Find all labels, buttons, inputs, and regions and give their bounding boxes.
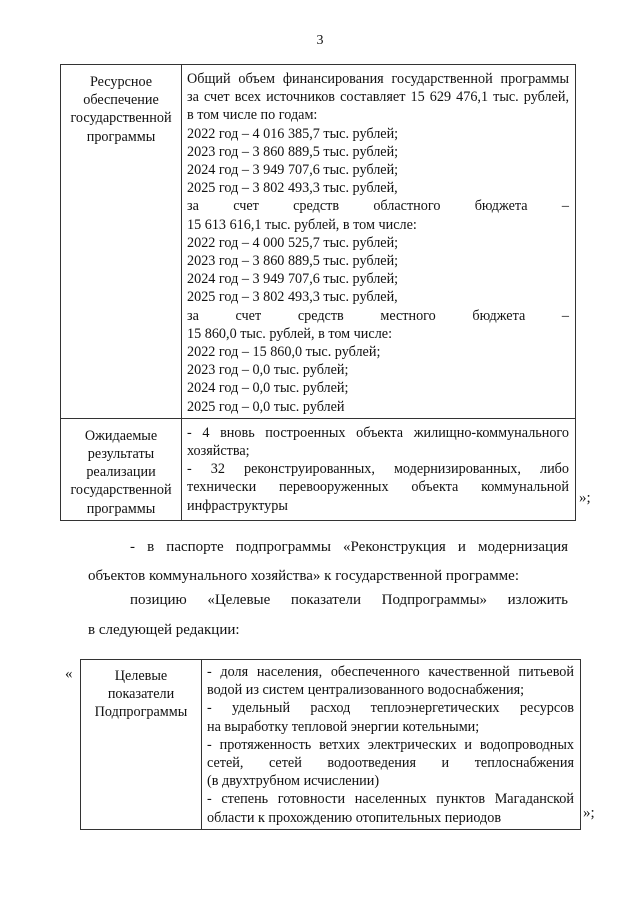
results-line: - 4 вновь построенных объекта жилищно-коммунального [187,424,569,441]
resource-line: 2023 год – 3 860 889,5 тыс. рублей; [187,143,399,160]
resource-line: 2025 год – 0,0 тыс. рублей [187,398,345,415]
target-label-line: Целевые [114,668,168,684]
target-line: (в двухтрубном исчислении) [207,773,380,790]
resource-label-cell [61,65,182,419]
target-indicators-label-cell [81,660,202,830]
resource-line: 2024 год – 3 949 707,6 тыс. рублей; [187,162,399,179]
resource-label-line: обеспечение [83,92,159,109]
paragraph-line: в следующей редакции: [88,622,240,638]
results-content-cell [182,418,576,520]
resource-line: 2023 год – 3 860 889,5 тыс. рублей; [187,253,399,270]
results-line: технически перевооруженных объекта коммунальной [187,479,569,496]
resource-line: 2025 год – 3 802 493,3 тыс. рублей, [187,289,398,306]
resource-content-cell [182,65,576,419]
page-number: 3 [316,33,324,48]
target-line: области к прохождению отопительных периодов [207,809,502,826]
target-line: на выработку тепловой энергии котельными; [207,718,480,735]
closing-quote: »; [579,490,591,506]
resource-label-line: программы [86,128,156,145]
resource-row [61,65,576,419]
resource-line: в том числе по годам: [187,107,318,124]
paragraph-line: объектов коммунального хозяйства» к государственной программе: [88,568,520,584]
results-label-line: реализации [86,464,156,481]
target-label-line: Подпрограммы [94,704,188,721]
resource-line: 2024 год – 3 949 707,6 тыс. рублей; [187,271,399,288]
resource-label-line: Ресурсное [89,74,153,90]
resource-line: за счет средств местного бюджета – [187,307,569,324]
target-indicators-row [81,660,581,830]
results-row [61,418,576,520]
target-label-line: показатели [107,686,175,703]
target-line: - протяженность ветхих электрических и водопроводных [207,736,574,753]
resource-line: за счет средств областного бюджета – [187,198,569,215]
resource-line: 2022 год – 4 016 385,7 тыс. рублей; [187,125,399,142]
target-line: - доля населения, обеспеченного качественной питьевой [207,664,574,680]
resource-line: 2022 год – 4 000 525,7 тыс. рублей; [187,234,399,251]
closing-quote: »; [583,805,595,821]
target-line: водой из систем централизованного водоснабжения; [207,682,525,699]
target-line: - степень готовности населенных пунктов Магаданской [207,791,574,808]
resource-line: Общий объем финансирования государственной программы [187,71,569,87]
resource-line: 2024 год – 0,0 тыс. рублей; [187,380,349,397]
opening-quote: « [65,666,73,682]
target-line: сетей, сетей водоотведения и теплоснабжения [207,755,574,772]
resource-line: за счет всех источников составляет 15 629 476,1 тыс. рублей, [187,89,569,106]
target-indicators-content-cell [202,660,581,830]
results-label-line: программы [86,500,156,517]
resource-line: 2022 год – 15 860,0 тыс. рублей; [187,344,381,361]
results-line: - 32 реконструированных, модернизированных, либо [187,461,569,478]
paragraph-line: позицию «Целевые показатели Подпрограммы» изложить [130,592,568,608]
resource-label-line: государственной [70,110,172,127]
target-indicators-table [80,659,581,830]
resource-line: 15 860,0 тыс. рублей, в том числе: [187,325,393,342]
paragraph-line: - в паспорте подпрограммы «Реконструкция и модернизация [130,539,568,555]
results-line: инфраструктуры [187,497,288,514]
results-line: хозяйства; [187,443,250,460]
results-label-cell [61,418,182,520]
resource-line: 2025 год – 3 802 493,3 тыс. рублей, [187,180,398,197]
resource-line: 15 613 616,1 тыс. рублей, в том числе: [187,216,417,233]
results-label-line: Ожидаемые [84,427,158,444]
resource-line: 2023 год – 0,0 тыс. рублей; [187,362,349,379]
results-label-line: результаты [87,446,155,463]
target-line: - удельный расход теплоэнергетических ресурсов [207,700,574,717]
results-label-line: государственной [70,482,172,499]
program-passport-table [60,64,576,521]
